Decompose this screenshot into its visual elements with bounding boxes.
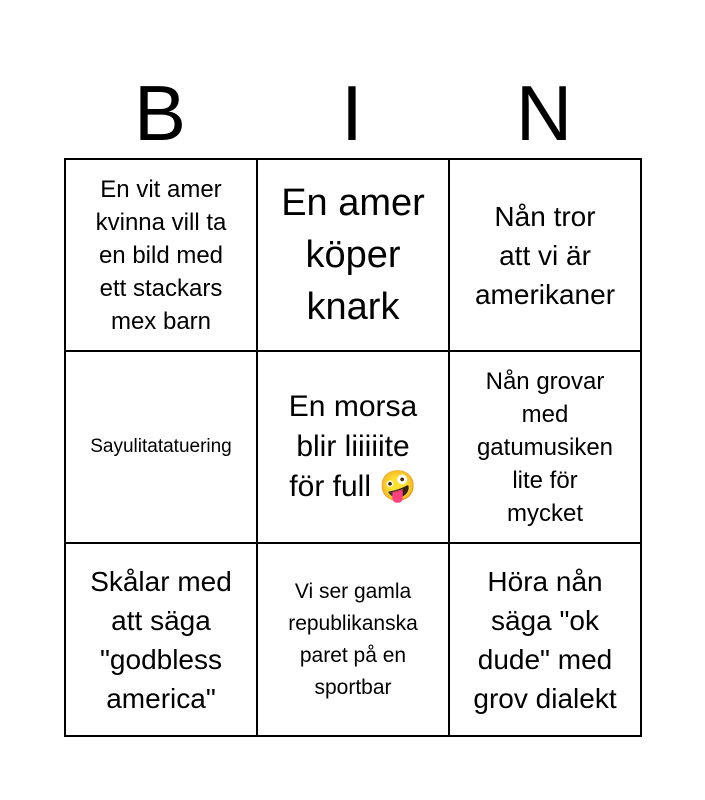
bingo-header <box>64 70 640 156</box>
bingo-cell-7[interactable] <box>66 544 258 737</box>
bingo-cell-1[interactable] <box>66 160 258 352</box>
bingo-cell-text: Sayulitatatuering <box>90 436 232 457</box>
bingo-cell-text: En amer köper knark <box>281 182 425 328</box>
bingo-grid <box>64 158 642 737</box>
bingo-cell-text: En vit amer kvinna vill ta en bild med ett stackars mex barn <box>95 175 227 335</box>
bingo-cell-text: Vi ser gamla republikanska paret på en sportbar <box>288 579 418 699</box>
bingo-cell-5[interactable] <box>258 352 450 544</box>
bingo-cell-6[interactable] <box>450 352 642 544</box>
bingo-cell-text: Höra nån säga "ok dude" med grov dialekt <box>473 565 617 714</box>
bingo-cell-4[interactable] <box>66 352 258 544</box>
bingo-cell-text: En morsa blir liiiiite för full 🤪 <box>288 390 418 503</box>
header-letter-i: I <box>341 69 363 157</box>
bingo-cell-text: Nån grovar med gatumusiken lite för mycket <box>476 367 614 527</box>
bingo-cell-8[interactable] <box>258 544 450 737</box>
bingo-cell-text: Nån tror att vi är amerikaner <box>474 200 616 310</box>
header-letter-b: B <box>133 69 187 157</box>
bingo-cell-9[interactable] <box>450 544 642 737</box>
bingo-cell-text: Skålar med att säga "godbless america" <box>90 565 232 714</box>
header-letter-n: N <box>515 69 573 157</box>
bingo-cell-3[interactable] <box>450 160 642 352</box>
bingo-cell-2[interactable] <box>258 160 450 352</box>
